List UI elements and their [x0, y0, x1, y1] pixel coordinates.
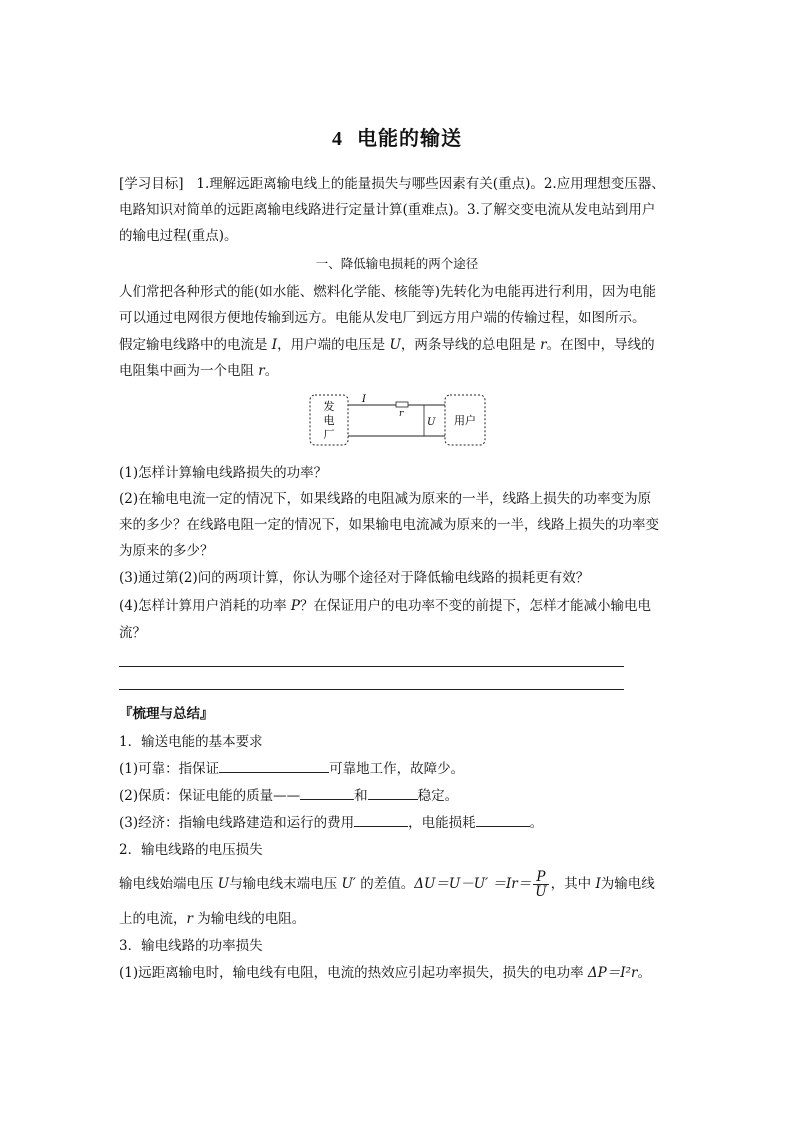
fill-blank[interactable]: [354, 811, 408, 827]
objectives-line-3: 的输电过程(重点)。: [119, 228, 238, 244]
user-label: 用户: [454, 414, 476, 427]
power-loss-formula: ΔP＝I²r: [587, 965, 638, 981]
title-text: 电能的输送: [357, 126, 462, 150]
answer-line-1[interactable]: [119, 666, 624, 667]
voltage-loss-formula: ΔU＝U－U′ ＝Ir＝: [414, 876, 532, 892]
question-4-line-1: (4)怎样计算用户消耗的功率 P？在保证用户的电功率不变的前提下，怎样才能减小输电电: [119, 598, 652, 614]
question-2-line-2: 来的多少？在线路电阻一定的情况下，如果输电电流减为原来的一半，线路上损失的功率变: [119, 517, 659, 533]
question-3: (3)通过第(2)问的两项计算，你认为哪个途径对于降低输电线路的损耗更有效？: [119, 570, 590, 586]
intro-line-3: 假定输电线路中的电流是 I，用户端的电压是 U，两条导线的总电阻是 r。在图中，导线的: [119, 337, 655, 353]
summary-item-3-title: 3．输电线路的功率损失: [119, 938, 263, 954]
resistor-symbol: [396, 402, 408, 407]
objectives-line-2: 电路知识对简单的远距离输电线路进行定量计算(重难点)。3.了解交变电流从发电站到用户: [119, 202, 656, 218]
question-2-line-3: 为原来的多少？: [119, 543, 214, 559]
intro-line-1: 人们常把各种形式的能(如水能、燃料化学能、核能等)先转化为电能再进行利用，因为电能: [119, 284, 657, 300]
fill-blank[interactable]: [300, 784, 354, 800]
question-4-line-2: 流？: [119, 625, 146, 641]
summary-item-2-line-1: 输电线始端电压 U与输电线末端电压 U′ 的差值。ΔU＝U－U′ ＝Ir＝ $\frac{P}{U}$ ，其中 I为输电线: [119, 869, 655, 900]
fill-blank[interactable]: [219, 757, 329, 773]
objectives-line-1: [学习目标] 1.理解远距离输电线上的能量损失与哪些因素有关(重点)。2.应用理想变压器、: [119, 176, 665, 192]
title-number: 4: [332, 128, 343, 150]
summary-item-1-3: (3)经济：指输电线路建造和运行的费用 ，电能损耗 。: [119, 810, 679, 836]
resistor-label: r: [399, 409, 404, 419]
summary-item-1-title: 1．输送电能的基本要求: [119, 734, 263, 750]
summary-item-2-line-2: 上的电流，r 为输电线的电阻。: [119, 911, 306, 927]
summary-item-1-2: (2)保质：保证电能的质量—— 和 稳定。: [119, 783, 679, 809]
answer-line-2[interactable]: [119, 689, 624, 690]
current-label: I: [362, 394, 366, 405]
summary-heading: 『梳理与总结』: [119, 706, 214, 722]
summary-item-1-1: (1)可靠：指保证 可靠地工作，故障少。: [119, 756, 679, 782]
voltage-label: U: [427, 417, 436, 428]
plant-label-3: 厂: [323, 428, 335, 441]
fill-blank[interactable]: [368, 784, 418, 800]
summary-item-2-title: 2．输电线路的电压损失: [119, 842, 263, 858]
transmission-diagram: [300, 392, 490, 450]
question-2-line-1: (2)在输电电流一定的情况下，如果线路的电阻减为原来的一半，线路上损失的功率变为原: [119, 491, 652, 507]
fill-blank[interactable]: [476, 811, 530, 827]
page-title: [0, 122, 794, 151]
section-heading: 一、降低输电损耗的两个途径: [315, 256, 479, 271]
intro-line-4: 电阻集中画为一个电阻 r。: [119, 363, 279, 379]
fraction: $\frac{P}{U}$: [535, 869, 547, 900]
plant-label-1: 发: [323, 400, 335, 413]
objectives-label: [学习目标]: [119, 176, 184, 192]
plant-label-2: 电: [323, 414, 335, 427]
summary-item-3-1: (1)远距离输电时，输电线有电阻，电流的热效应引起功率损失，损失的电功率 ΔP＝I²r。: [119, 965, 651, 981]
question-1: (1)怎样计算输电线路损失的功率？: [119, 465, 328, 481]
intro-line-2: 可以通过电网很方便地传输到远方。电能从发电厂到远方用户端的传输过程，如图所示。: [119, 310, 646, 326]
